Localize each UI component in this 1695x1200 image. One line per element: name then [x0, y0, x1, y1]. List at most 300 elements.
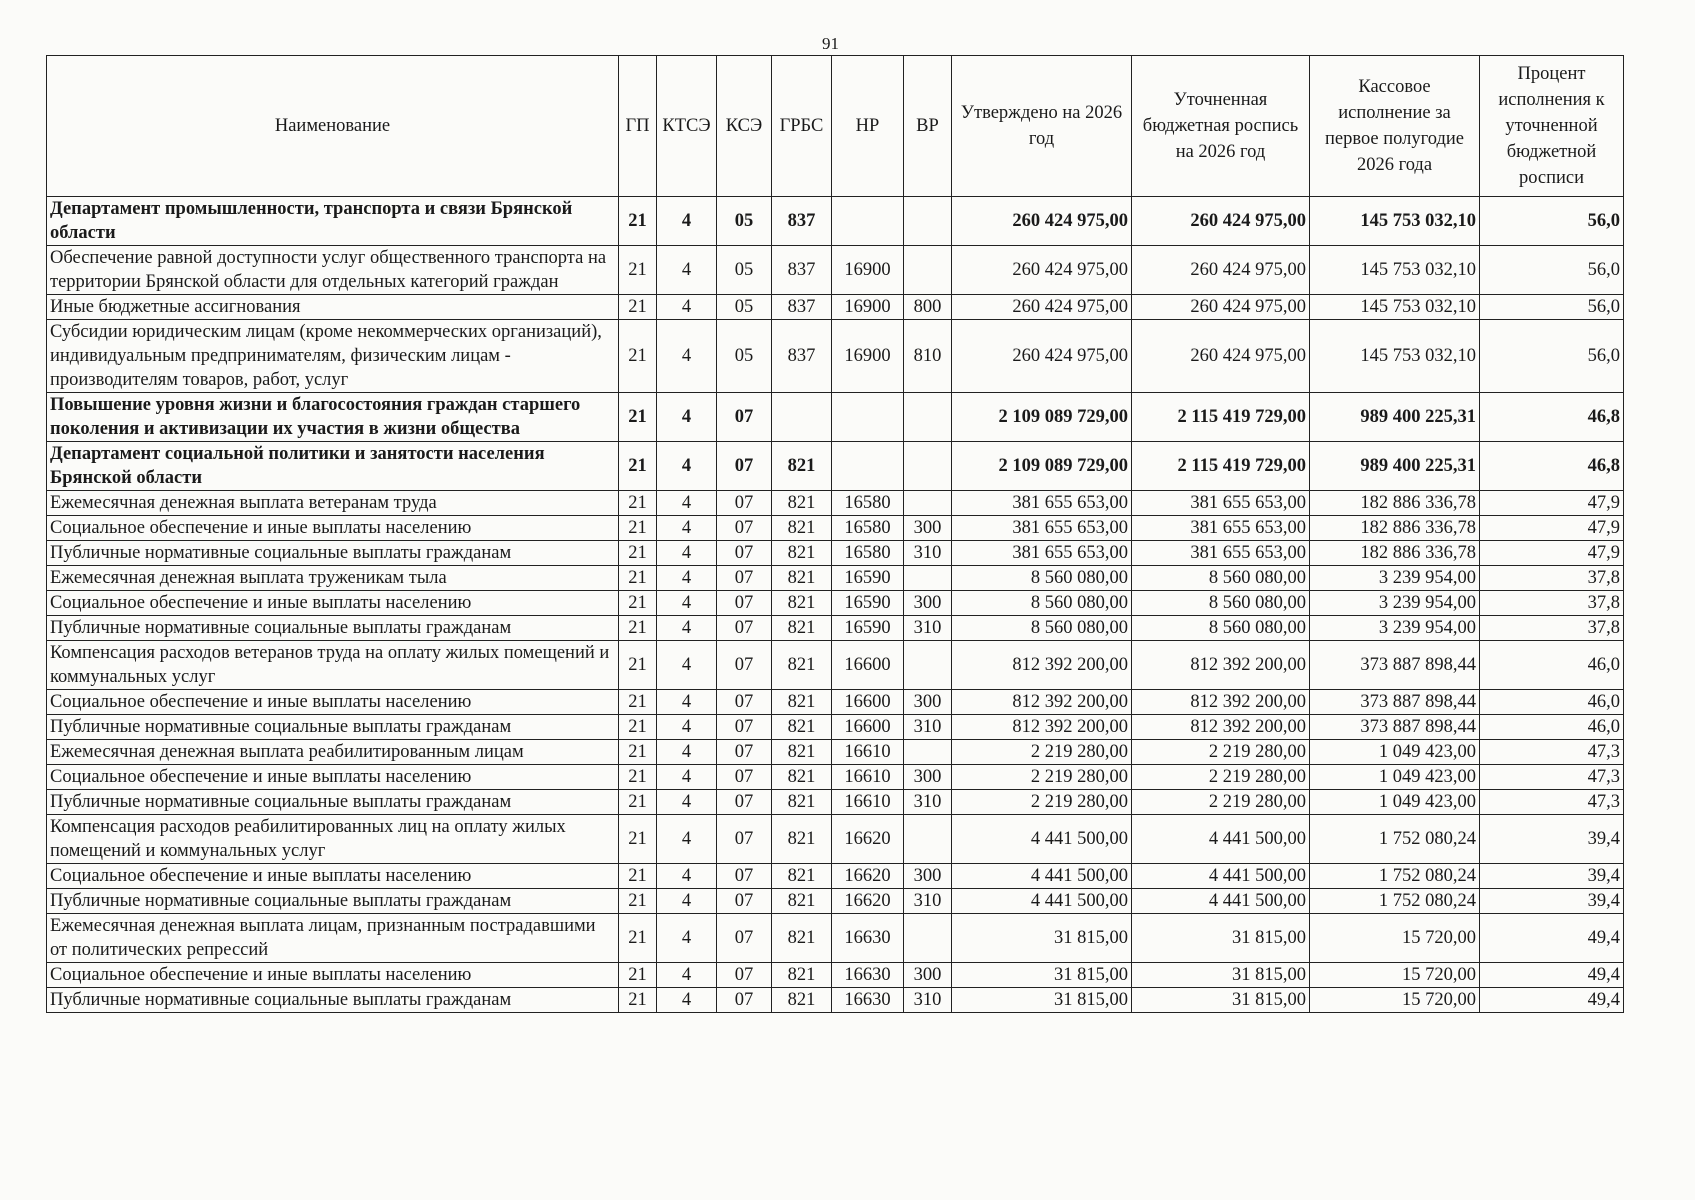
cell-ktse: 4	[657, 963, 717, 988]
cell-kse: 07	[717, 442, 772, 491]
header-vr: ВР	[904, 56, 952, 197]
cell-nr: 16590	[832, 616, 904, 641]
header-nr: НР	[832, 56, 904, 197]
cell-ktse: 4	[657, 889, 717, 914]
cell-nr: 16630	[832, 988, 904, 1013]
cell-nr: 16600	[832, 690, 904, 715]
cell-gp: 21	[619, 815, 657, 864]
cell-approved: 381 655 653,00	[952, 516, 1132, 541]
cell-nr: 16620	[832, 815, 904, 864]
cell-grbs: 821	[772, 715, 832, 740]
cell-refined: 2 115 419 729,00	[1132, 442, 1310, 491]
cell-grbs: 821	[772, 566, 832, 591]
table-row	[47, 690, 1624, 715]
cell-gp: 21	[619, 963, 657, 988]
cell-name: Иные бюджетные ассигнования	[47, 295, 619, 320]
page-number: 91	[822, 34, 839, 53]
cell-kse: 07	[717, 715, 772, 740]
cell-grbs: 821	[772, 740, 832, 765]
cell-cash: 15 720,00	[1310, 963, 1480, 988]
table-row	[47, 591, 1624, 616]
cell-percent: 49,4	[1480, 914, 1624, 963]
cell-grbs: 821	[772, 889, 832, 914]
cell-refined: 31 815,00	[1132, 914, 1310, 963]
cell-ktse: 4	[657, 765, 717, 790]
cell-gp: 21	[619, 246, 657, 295]
cell-percent: 56,0	[1480, 295, 1624, 320]
cell-name: Публичные нормативные социальные выплаты гражданам	[47, 616, 619, 641]
cell-approved: 260 424 975,00	[952, 246, 1132, 295]
cell-nr: 16620	[832, 889, 904, 914]
cell-gp: 21	[619, 442, 657, 491]
cell-ktse: 4	[657, 591, 717, 616]
cell-cash: 182 886 336,78	[1310, 491, 1480, 516]
cell-ktse: 4	[657, 988, 717, 1013]
cell-ktse: 4	[657, 491, 717, 516]
cell-approved: 31 815,00	[952, 963, 1132, 988]
cell-cash: 15 720,00	[1310, 914, 1480, 963]
cell-cash: 989 400 225,31	[1310, 442, 1480, 491]
cell-name: Социальное обеспечение и иные выплаты населению	[47, 963, 619, 988]
cell-name: Компенсация расходов ветеранов труда на оплату жилых помещений и коммунальных услуг	[47, 641, 619, 690]
cell-vr: 810	[904, 320, 952, 393]
cell-kse: 07	[717, 790, 772, 815]
cell-ktse: 4	[657, 197, 717, 246]
cell-kse: 05	[717, 246, 772, 295]
cell-vr: 310	[904, 541, 952, 566]
table-row	[47, 715, 1624, 740]
cell-grbs: 837	[772, 320, 832, 393]
cell-nr: 16600	[832, 641, 904, 690]
cell-approved: 2 219 280,00	[952, 790, 1132, 815]
cell-nr: 16900	[832, 320, 904, 393]
cell-ktse: 4	[657, 740, 717, 765]
cell-percent: 37,8	[1480, 566, 1624, 591]
cell-percent: 46,0	[1480, 690, 1624, 715]
cell-cash: 3 239 954,00	[1310, 616, 1480, 641]
cell-refined: 8 560 080,00	[1132, 566, 1310, 591]
cell-refined: 260 424 975,00	[1132, 246, 1310, 295]
cell-vr: 300	[904, 516, 952, 541]
cell-ktse: 4	[657, 295, 717, 320]
cell-refined: 4 441 500,00	[1132, 889, 1310, 914]
cell-gp: 21	[619, 864, 657, 889]
table-row	[47, 197, 1624, 246]
cell-grbs: 821	[772, 591, 832, 616]
cell-gp: 21	[619, 516, 657, 541]
cell-cash: 145 753 032,10	[1310, 246, 1480, 295]
cell-kse: 07	[717, 815, 772, 864]
cell-grbs: 821	[772, 641, 832, 690]
cell-refined: 31 815,00	[1132, 988, 1310, 1013]
table-row	[47, 516, 1624, 541]
table-row	[47, 790, 1624, 815]
cell-cash: 989 400 225,31	[1310, 393, 1480, 442]
table-body	[47, 197, 1624, 1013]
cell-gp: 21	[619, 641, 657, 690]
cell-grbs: 821	[772, 988, 832, 1013]
cell-kse: 07	[717, 491, 772, 516]
cell-percent: 39,4	[1480, 889, 1624, 914]
table-row	[47, 393, 1624, 442]
table-row	[47, 616, 1624, 641]
header-gp: ГП	[619, 56, 657, 197]
cell-cash: 1 049 423,00	[1310, 740, 1480, 765]
cell-gp: 21	[619, 197, 657, 246]
cell-gp: 21	[619, 320, 657, 393]
cell-grbs: 821	[772, 491, 832, 516]
cell-refined: 8 560 080,00	[1132, 616, 1310, 641]
cell-approved: 8 560 080,00	[952, 566, 1132, 591]
cell-refined: 381 655 653,00	[1132, 516, 1310, 541]
cell-percent: 56,0	[1480, 197, 1624, 246]
cell-cash: 1 049 423,00	[1310, 790, 1480, 815]
cell-grbs: 821	[772, 541, 832, 566]
cell-percent: 56,0	[1480, 246, 1624, 295]
cell-name: Публичные нормативные социальные выплаты гражданам	[47, 715, 619, 740]
cell-nr: 16590	[832, 566, 904, 591]
cell-grbs: 821	[772, 616, 832, 641]
cell-refined: 2 219 280,00	[1132, 790, 1310, 815]
cell-name: Ежемесячная денежная выплата труженикам тыла	[47, 566, 619, 591]
cell-cash: 1 752 080,24	[1310, 815, 1480, 864]
cell-percent: 47,3	[1480, 740, 1624, 765]
cell-refined: 4 441 500,00	[1132, 864, 1310, 889]
cell-refined: 8 560 080,00	[1132, 591, 1310, 616]
cell-refined: 812 392 200,00	[1132, 690, 1310, 715]
cell-vr	[904, 197, 952, 246]
table-row	[47, 491, 1624, 516]
cell-gp: 21	[619, 765, 657, 790]
cell-percent: 47,3	[1480, 765, 1624, 790]
table-row	[47, 988, 1624, 1013]
cell-ktse: 4	[657, 320, 717, 393]
cell-approved: 8 560 080,00	[952, 616, 1132, 641]
table-row	[47, 641, 1624, 690]
cell-cash: 1 049 423,00	[1310, 765, 1480, 790]
cell-name: Публичные нормативные социальные выплаты гражданам	[47, 988, 619, 1013]
cell-vr: 310	[904, 889, 952, 914]
cell-approved: 260 424 975,00	[952, 295, 1132, 320]
cell-refined: 2 219 280,00	[1132, 765, 1310, 790]
cell-kse: 05	[717, 197, 772, 246]
cell-kse: 07	[717, 690, 772, 715]
cell-ktse: 4	[657, 914, 717, 963]
cell-approved: 260 424 975,00	[952, 320, 1132, 393]
cell-refined: 812 392 200,00	[1132, 641, 1310, 690]
cell-grbs: 821	[772, 690, 832, 715]
cell-nr	[832, 393, 904, 442]
cell-cash: 145 753 032,10	[1310, 295, 1480, 320]
cell-grbs: 837	[772, 295, 832, 320]
cell-cash: 3 239 954,00	[1310, 591, 1480, 616]
cell-gp: 21	[619, 914, 657, 963]
cell-nr: 16630	[832, 914, 904, 963]
cell-nr: 16580	[832, 516, 904, 541]
cell-refined: 2 115 419 729,00	[1132, 393, 1310, 442]
budget-table	[46, 55, 1624, 1013]
cell-ktse: 4	[657, 690, 717, 715]
cell-cash: 373 887 898,44	[1310, 690, 1480, 715]
cell-percent: 39,4	[1480, 864, 1624, 889]
cell-approved: 4 441 500,00	[952, 815, 1132, 864]
cell-approved: 31 815,00	[952, 914, 1132, 963]
cell-grbs: 821	[772, 442, 832, 491]
cell-gp: 21	[619, 541, 657, 566]
cell-kse: 07	[717, 393, 772, 442]
cell-name: Департамент промышленности, транспорта и связи Брянской области	[47, 197, 619, 246]
cell-vr: 300	[904, 690, 952, 715]
cell-approved: 4 441 500,00	[952, 864, 1132, 889]
header-cash: Кассовое исполнение за первое полугодие 2026 года	[1310, 56, 1480, 197]
table-header-row	[47, 56, 1624, 197]
cell-grbs: 821	[772, 963, 832, 988]
cell-ktse: 4	[657, 393, 717, 442]
cell-gp: 21	[619, 889, 657, 914]
cell-gp: 21	[619, 790, 657, 815]
cell-cash: 182 886 336,78	[1310, 516, 1480, 541]
cell-kse: 07	[717, 591, 772, 616]
cell-kse: 07	[717, 914, 772, 963]
cell-ktse: 4	[657, 864, 717, 889]
cell-gp: 21	[619, 591, 657, 616]
cell-approved: 260 424 975,00	[952, 197, 1132, 246]
cell-kse: 07	[717, 616, 772, 641]
cell-name: Социальное обеспечение и иные выплаты населению	[47, 765, 619, 790]
cell-percent: 39,4	[1480, 815, 1624, 864]
table-row	[47, 864, 1624, 889]
cell-nr: 16900	[832, 246, 904, 295]
cell-percent: 46,8	[1480, 393, 1624, 442]
cell-name: Социальное обеспечение и иные выплаты населению	[47, 690, 619, 715]
table-row	[47, 740, 1624, 765]
header-percent: Процент исполнения к уточненной бюджетной росписи	[1480, 56, 1624, 197]
cell-name: Социальное обеспечение и иные выплаты населению	[47, 516, 619, 541]
cell-ktse: 4	[657, 541, 717, 566]
cell-ktse: 4	[657, 442, 717, 491]
cell-percent: 46,8	[1480, 442, 1624, 491]
table-row	[47, 295, 1624, 320]
cell-cash: 1 752 080,24	[1310, 864, 1480, 889]
cell-approved: 31 815,00	[952, 988, 1132, 1013]
cell-gp: 21	[619, 295, 657, 320]
cell-percent: 46,0	[1480, 641, 1624, 690]
cell-refined: 260 424 975,00	[1132, 320, 1310, 393]
cell-ktse: 4	[657, 790, 717, 815]
table-row	[47, 566, 1624, 591]
cell-approved: 381 655 653,00	[952, 541, 1132, 566]
cell-vr	[904, 641, 952, 690]
cell-vr	[904, 246, 952, 295]
cell-cash: 145 753 032,10	[1310, 197, 1480, 246]
cell-nr: 16610	[832, 765, 904, 790]
cell-approved: 812 392 200,00	[952, 641, 1132, 690]
cell-vr: 310	[904, 790, 952, 815]
cell-name: Повышение уровня жизни и благосостояния граждан старшего поколения и активизации их участия в жизни общества	[47, 393, 619, 442]
cell-percent: 37,8	[1480, 591, 1624, 616]
cell-name: Ежемесячная денежная выплата ветеранам труда	[47, 491, 619, 516]
cell-grbs: 821	[772, 864, 832, 889]
cell-ktse: 4	[657, 566, 717, 591]
header-refined: Уточненная бюджетная роспись на 2026 год	[1132, 56, 1310, 197]
header-approved: Утверждено на 2026 год	[952, 56, 1132, 197]
cell-percent: 37,8	[1480, 616, 1624, 641]
cell-vr: 300	[904, 591, 952, 616]
cell-cash: 373 887 898,44	[1310, 641, 1480, 690]
cell-grbs: 821	[772, 790, 832, 815]
cell-approved: 812 392 200,00	[952, 690, 1132, 715]
cell-gp: 21	[619, 988, 657, 1013]
cell-vr	[904, 815, 952, 864]
cell-refined: 260 424 975,00	[1132, 197, 1310, 246]
header-name: Наименование	[47, 56, 619, 197]
cell-nr: 16590	[832, 591, 904, 616]
table-row	[47, 442, 1624, 491]
cell-kse: 07	[717, 566, 772, 591]
cell-cash: 373 887 898,44	[1310, 715, 1480, 740]
cell-ktse: 4	[657, 815, 717, 864]
cell-kse: 07	[717, 963, 772, 988]
cell-kse: 05	[717, 320, 772, 393]
cell-refined: 31 815,00	[1132, 963, 1310, 988]
cell-vr: 800	[904, 295, 952, 320]
cell-ktse: 4	[657, 516, 717, 541]
cell-kse: 07	[717, 988, 772, 1013]
cell-refined: 812 392 200,00	[1132, 715, 1310, 740]
table-row	[47, 889, 1624, 914]
cell-refined: 4 441 500,00	[1132, 815, 1310, 864]
cell-gp: 21	[619, 715, 657, 740]
table-row	[47, 541, 1624, 566]
cell-approved: 2 109 089 729,00	[952, 442, 1132, 491]
cell-vr	[904, 442, 952, 491]
cell-grbs	[772, 393, 832, 442]
cell-grbs: 821	[772, 914, 832, 963]
cell-grbs: 821	[772, 815, 832, 864]
header-ktse: КТСЭ	[657, 56, 717, 197]
cell-name: Публичные нормативные социальные выплаты гражданам	[47, 541, 619, 566]
cell-cash: 145 753 032,10	[1310, 320, 1480, 393]
cell-gp: 21	[619, 491, 657, 516]
cell-kse: 07	[717, 541, 772, 566]
cell-gp: 21	[619, 393, 657, 442]
cell-name: Компенсация расходов реабилитированных лиц на оплату жилых помещений и коммунальных услуг	[47, 815, 619, 864]
cell-nr: 16900	[832, 295, 904, 320]
cell-grbs: 837	[772, 197, 832, 246]
cell-ktse: 4	[657, 641, 717, 690]
cell-vr: 300	[904, 864, 952, 889]
cell-percent: 47,3	[1480, 790, 1624, 815]
cell-refined: 381 655 653,00	[1132, 491, 1310, 516]
cell-vr	[904, 393, 952, 442]
cell-vr: 300	[904, 963, 952, 988]
cell-gp: 21	[619, 740, 657, 765]
cell-grbs: 821	[772, 516, 832, 541]
cell-name: Обеспечение равной доступности услуг общественного транспорта на территории Брянской области для отдельных категорий граждан	[47, 246, 619, 295]
table-row	[47, 320, 1624, 393]
cell-gp: 21	[619, 690, 657, 715]
cell-approved: 2 109 089 729,00	[952, 393, 1132, 442]
cell-refined: 381 655 653,00	[1132, 541, 1310, 566]
cell-nr: 16580	[832, 491, 904, 516]
cell-approved: 4 441 500,00	[952, 889, 1132, 914]
cell-grbs: 821	[772, 765, 832, 790]
cell-vr: 300	[904, 765, 952, 790]
cell-vr	[904, 566, 952, 591]
cell-name: Ежемесячная денежная выплата лицам, признанным пострадавшими от политических репрессий	[47, 914, 619, 963]
cell-kse: 07	[717, 740, 772, 765]
cell-gp: 21	[619, 616, 657, 641]
cell-vr: 310	[904, 715, 952, 740]
cell-refined: 260 424 975,00	[1132, 295, 1310, 320]
cell-cash: 182 886 336,78	[1310, 541, 1480, 566]
cell-nr: 16610	[832, 790, 904, 815]
cell-nr	[832, 197, 904, 246]
cell-vr	[904, 491, 952, 516]
cell-percent: 46,0	[1480, 715, 1624, 740]
cell-grbs: 837	[772, 246, 832, 295]
cell-refined: 2 219 280,00	[1132, 740, 1310, 765]
cell-approved: 2 219 280,00	[952, 765, 1132, 790]
cell-percent: 49,4	[1480, 963, 1624, 988]
cell-percent: 47,9	[1480, 491, 1624, 516]
cell-ktse: 4	[657, 246, 717, 295]
cell-cash: 3 239 954,00	[1310, 566, 1480, 591]
cell-name: Социальное обеспечение и иные выплаты населению	[47, 591, 619, 616]
cell-percent: 47,9	[1480, 541, 1624, 566]
cell-kse: 07	[717, 516, 772, 541]
cell-name: Публичные нормативные социальные выплаты гражданам	[47, 889, 619, 914]
cell-ktse: 4	[657, 715, 717, 740]
cell-nr	[832, 442, 904, 491]
cell-nr: 16620	[832, 864, 904, 889]
cell-vr: 310	[904, 988, 952, 1013]
table-row	[47, 963, 1624, 988]
table-row	[47, 815, 1624, 864]
cell-kse: 05	[717, 295, 772, 320]
table-row	[47, 765, 1624, 790]
cell-gp: 21	[619, 566, 657, 591]
table-row	[47, 246, 1624, 295]
cell-kse: 07	[717, 641, 772, 690]
cell-vr	[904, 914, 952, 963]
cell-approved: 2 219 280,00	[952, 740, 1132, 765]
cell-vr: 310	[904, 616, 952, 641]
cell-name: Департамент социальной политики и занятости населения Брянской области	[47, 442, 619, 491]
cell-cash: 15 720,00	[1310, 988, 1480, 1013]
cell-cash: 1 752 080,24	[1310, 889, 1480, 914]
cell-nr: 16580	[832, 541, 904, 566]
cell-ktse: 4	[657, 616, 717, 641]
cell-nr: 16600	[832, 715, 904, 740]
header-kse: КСЭ	[717, 56, 772, 197]
cell-kse: 07	[717, 864, 772, 889]
cell-name: Публичные нормативные социальные выплаты гражданам	[47, 790, 619, 815]
cell-nr: 16630	[832, 963, 904, 988]
table-row	[47, 914, 1624, 963]
cell-name: Субсидии юридическим лицам (кроме некоммерческих организаций), индивидуальным предпринимателям, физическим лицам - производителям товаров, работ, услуг	[47, 320, 619, 393]
cell-approved: 8 560 080,00	[952, 591, 1132, 616]
cell-approved: 812 392 200,00	[952, 715, 1132, 740]
cell-percent: 56,0	[1480, 320, 1624, 393]
cell-kse: 07	[717, 889, 772, 914]
cell-vr	[904, 740, 952, 765]
cell-percent: 47,9	[1480, 516, 1624, 541]
cell-percent: 49,4	[1480, 988, 1624, 1013]
cell-kse: 07	[717, 765, 772, 790]
header-grbs: ГРБС	[772, 56, 832, 197]
cell-approved: 381 655 653,00	[952, 491, 1132, 516]
